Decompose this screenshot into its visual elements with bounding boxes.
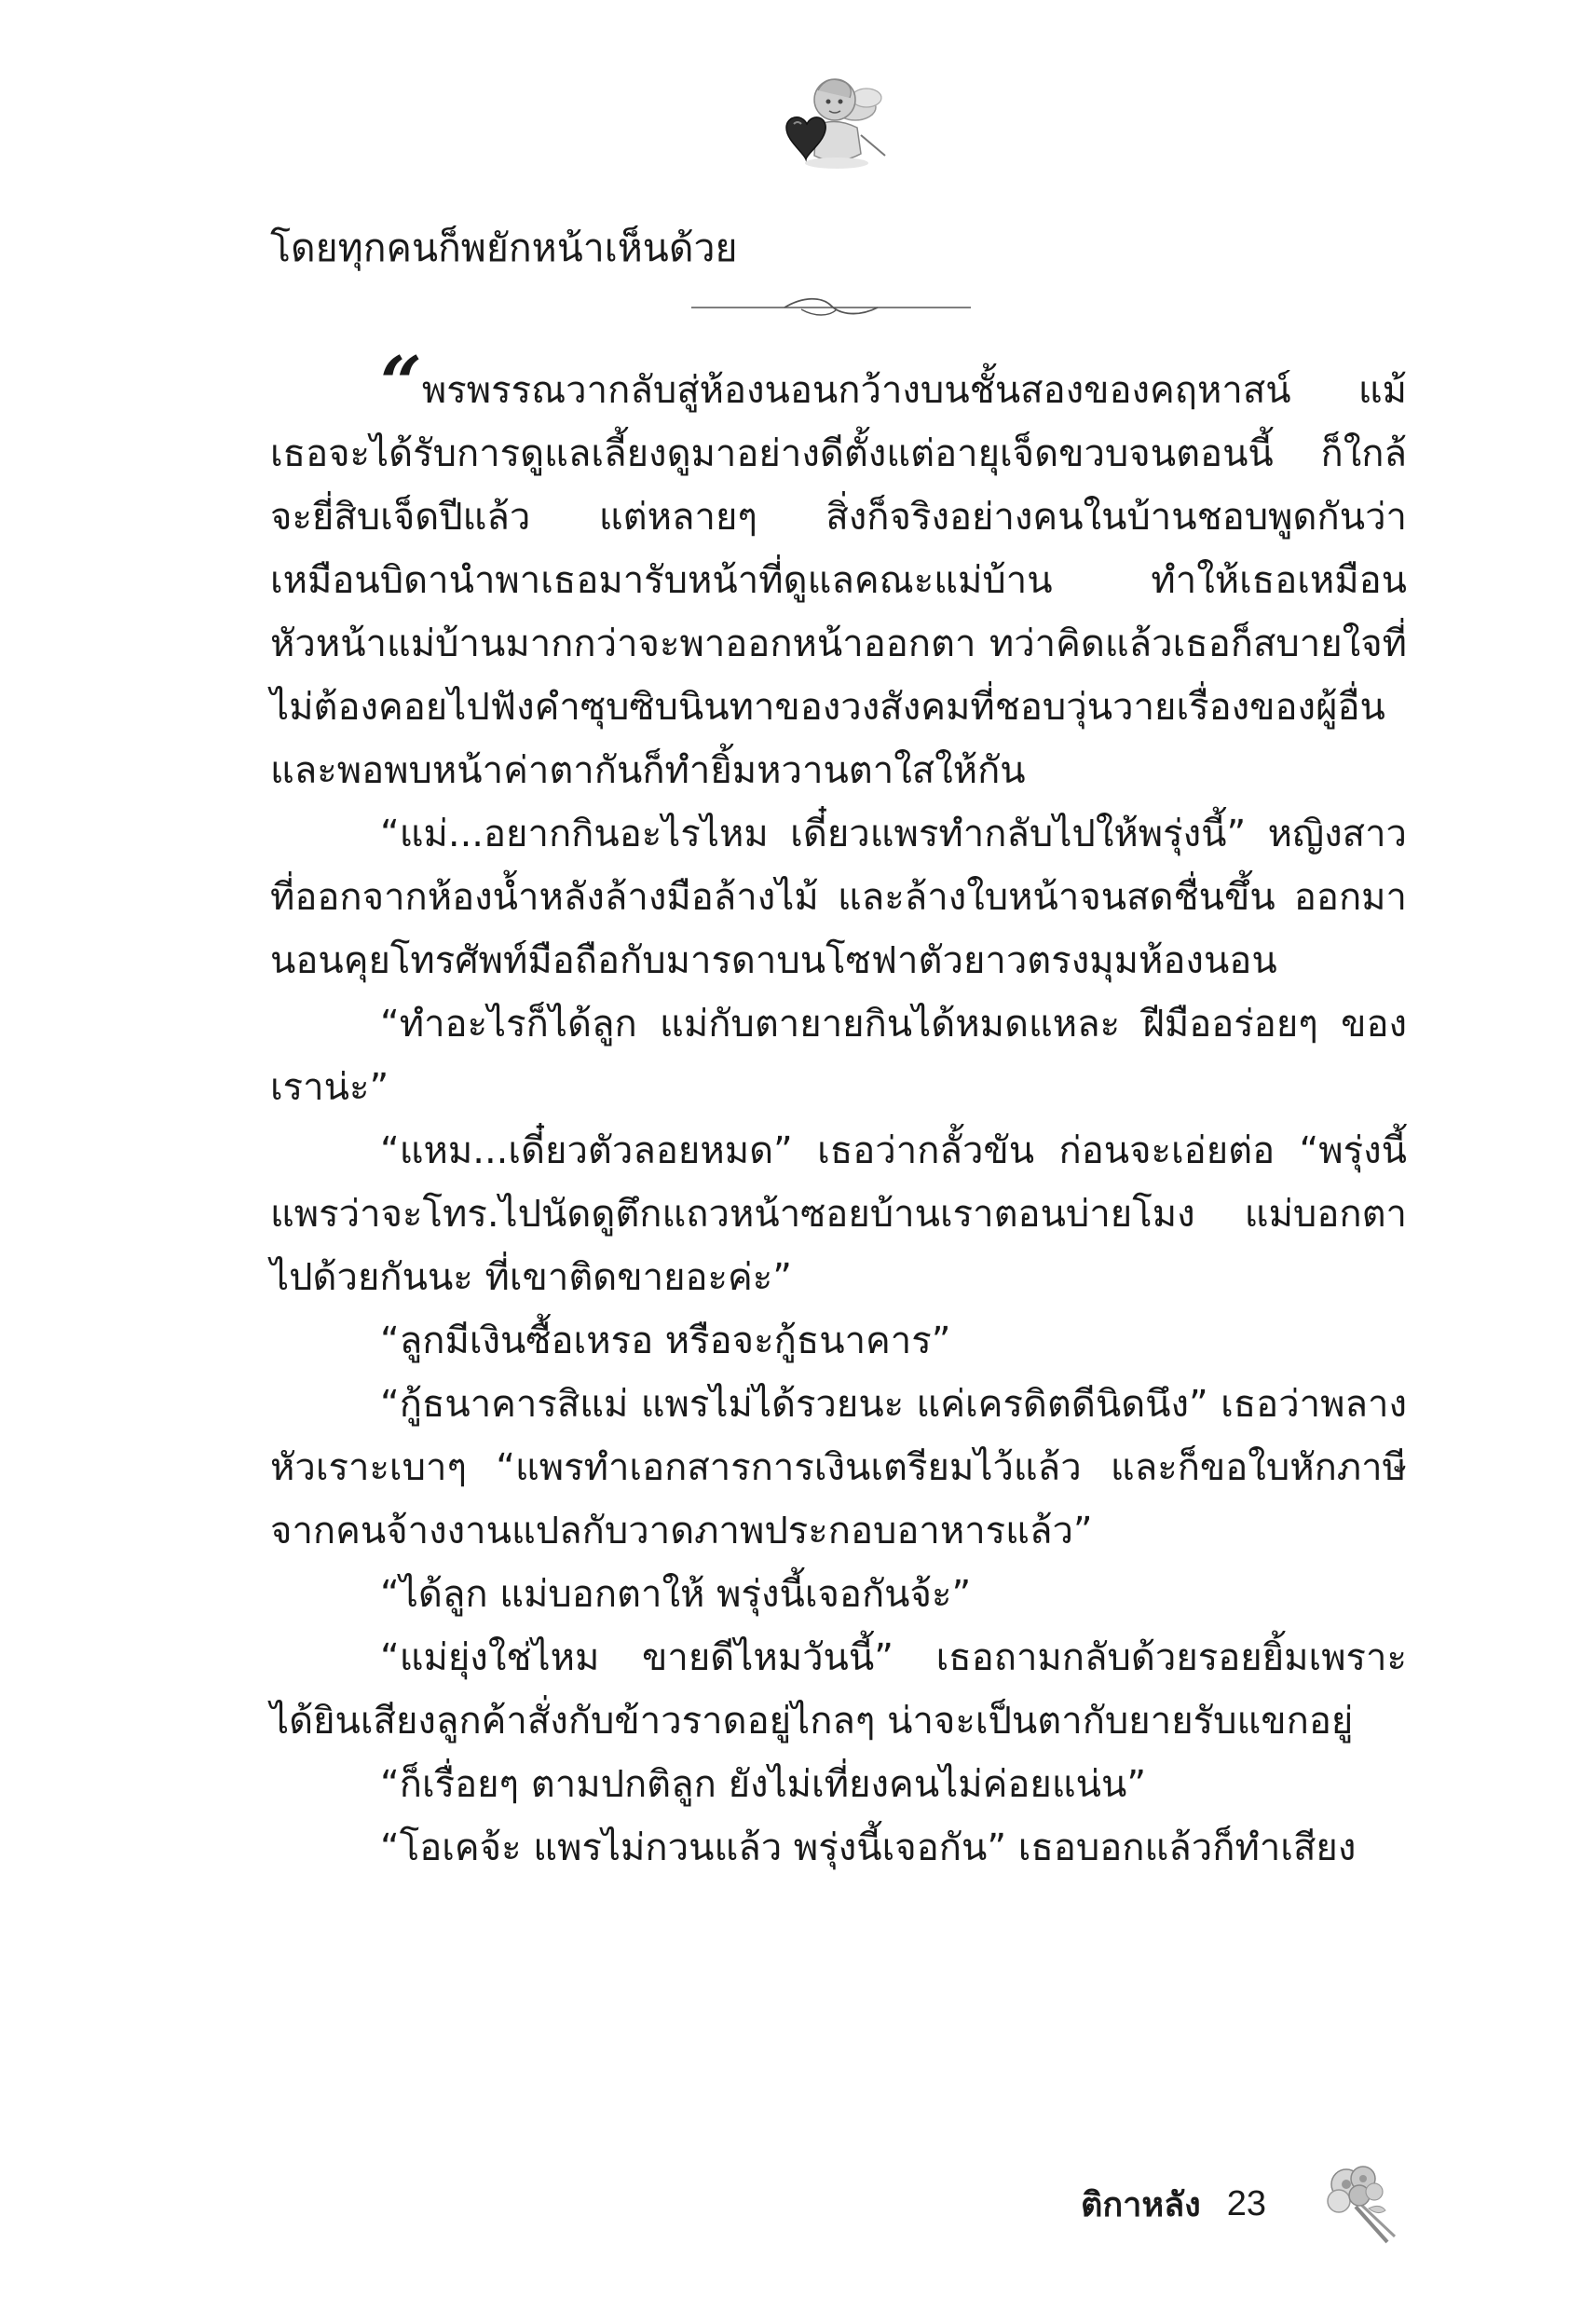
paragraph: “ลูกมีเงินซื้อเหรอ หรือจะกู้ธนาคาร”: [380, 1320, 951, 1362]
paragraph: “ได้ลูก แม่บอกตาให้ พรุ่งนี้เจอกันจ้ะ”: [380, 1573, 972, 1616]
paragraph: “ก็เรื่อยๆ ตามปกติลูก ยังไม่เที่ยงคนไม่ค่อยแน่น”: [380, 1763, 1147, 1806]
page-footer: [1081, 2176, 1266, 2232]
paragraph: “ทำอะไรก็ได้ลูก แม่กับตายายกินได้หมดแหละ ฝีมืออร่อยๆ ของเราน่ะ”: [270, 1003, 1407, 1109]
paragraph: “แหม...เดี๋ยวตัวลอยหมด” เธอว่ากลั้วขัน ก่อนจะเอ่ยต่อ “พรุ่งนี้แพรว่าจะโทร.ไปนัดดูตึกแถวหน้าซอยบ้านเราตอนบ่ายโมง แม่บอกตาไปด้วยกันนะ ที่เขาติดขายอะค่ะ”: [270, 1129, 1407, 1299]
flourish-divider: [691, 289, 971, 326]
flower-bouquet-icon: [1318, 2153, 1402, 2246]
paragraph-text: พรพรรณวากลับสู่ห้องนอนกว้างบนชั้นสองของคฤหาสน์ แม้เธอจะได้รับการดูแลเลี้ยงดูมาอย่างดีตั้งแต่อายุเจ็ดขวบจนตอนนี้ ก็ใกล้จะยี่สิบเจ็ดปีแล้ว แต่หลายๆ สิ่งก็จริงอย่างคนในบ้านชอบพูดกันว่า เหมือนบิดานำพาเธอมารับหน้าที่ดูแลคณะแม่บ้าน ทำให้เธอเหมือนหัวหน้าแม่บ้านมากกว่าจะพาออกหน้าออกตา ทว่าคิดแล้วเธอก็สบายใจที่ไม่ต้องคอยไปฟังคำซุบซิบนินทาของวงสังคมที่ชอบวุ่นวายเรื่องของผู้อื่น และพอพบหน้าค่าตากันก็ทำยิ้มหวานตาใสให้กัน: [270, 369, 1407, 792]
paragraph: “กู้ธนาคารสิแม่ แพรไม่ได้รวยนะ แค่เครดิตดีนิดนึง” เธอว่าพลางหัวเราะเบาๆ “แพรทำเอกสารการเงินเตรียมไว้แล้ว และก็ขอใบหักภาษีจากคนจ้างงานแปลกับวาดภาพประกอบอาหารแล้ว”: [270, 1383, 1407, 1552]
paragraph: “แม่...อยากกินอะไรไหม เดี๋ยวแพรทำกลับไปให้พรุ่งนี้” หญิงสาวที่ออกจากห้องน้ำหลังล้างมือล้างไม้ และล้างใบหน้าจนสดชื่นขึ้น ออกมานอนคุยโทรศัพท์มือถือกับมารดาบนโซฟาตัวยาวตรงมุมห้องนอน: [270, 813, 1407, 982]
page-number: 23: [1226, 2183, 1267, 2223]
continuation-line: โดยทุกคนก็พยักหน้าเห็นด้วย: [270, 226, 738, 270]
decorative-quote-mark: “: [380, 341, 416, 426]
paragraph: [270, 341, 1407, 802]
book-title: ติกาหลัง: [1081, 2185, 1201, 2224]
paragraph: “โอเคจ้ะ แพรไม่กวนแล้ว พรุ่งนี้เจอกัน” เธอบอกแล้วก็ทำเสียง: [380, 1826, 1357, 1869]
cupid-heart-icon: [781, 70, 891, 172]
story-body: [270, 341, 1407, 1880]
paragraph: “แม่ยุ่งใช่ไหม ขายดีไหมวันนี้” เธอถามกลับด้วยรอยยิ้มเพราะได้ยินเสียงลูกค้าสั่งกับข้าวราดอยู่ไกลๆ น่าจะเป็นตากับยายรับแขกอยู่: [270, 1636, 1407, 1743]
